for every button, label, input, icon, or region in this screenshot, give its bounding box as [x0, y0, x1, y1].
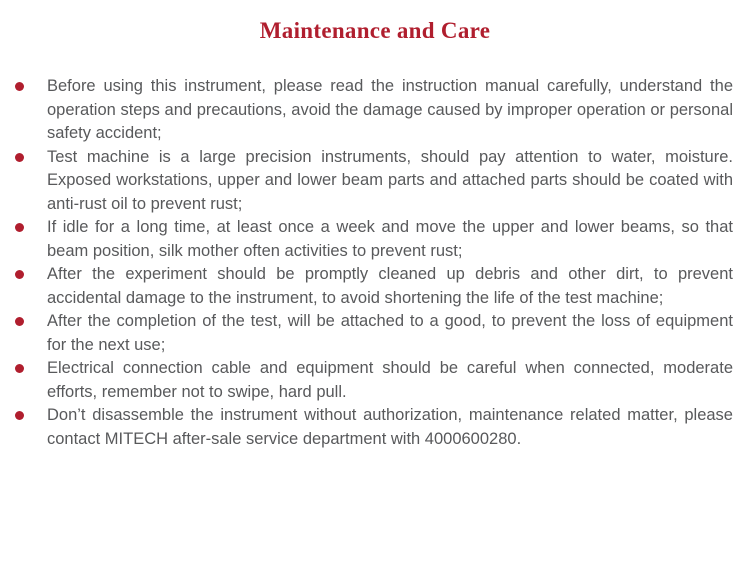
list-item: [15, 310, 733, 357]
list-item-text: Test machine is a large precision instruments, should pay attention to water, moisture. Exposed workstations, upper and lower beam parts and attached parts should be coated with anti-rust oil to prevent rust;: [47, 147, 733, 213]
bullet-dot-icon: [15, 153, 24, 162]
list-item-text: Electrical connection cable and equipment should be careful when connected, moderate efforts, remember not to swipe, hard pull.: [47, 359, 733, 401]
list-item-text: Don’t disassemble the instrument without authorization, maintenance related matter, please contact MITECH after-sale service department with 4000600280.: [47, 406, 733, 448]
bullet-dot-icon: [15, 364, 24, 373]
bullet-dot-icon: [15, 270, 24, 279]
list-item: [15, 75, 733, 146]
list-item-text: If idle for a long time, at least once a week and move the upper and lower beams, so that beam position, silk mother often activities to prevent rust;: [47, 218, 733, 260]
bullet-dot-icon: [15, 82, 24, 91]
manual-page: [0, 18, 750, 585]
list-item: [15, 357, 733, 404]
bullet-dot-icon: [15, 411, 24, 420]
list-item: [15, 146, 733, 217]
list-item: [15, 404, 733, 451]
bullet-dot-icon: [15, 223, 24, 232]
list-item: [15, 263, 733, 310]
maintenance-list: [0, 75, 750, 451]
bullet-dot-icon: [15, 317, 24, 326]
list-item-text: After the experiment should be promptly cleaned up debris and other dirt, to prevent accidental damage to the instrument, to avoid shortening the life of the test machine;: [47, 265, 733, 307]
page-title: Maintenance and Care: [259, 18, 491, 43]
list-item-text: Before using this instrument, please read the instruction manual carefully, understand the operation steps and precautions, avoid the damage caused by improper operation or personal safety accident;: [47, 77, 733, 142]
list-item: [15, 216, 733, 263]
list-item-text: After the completion of the test, will be attached to a good, to prevent the loss of equipment for the next use;: [47, 312, 733, 354]
